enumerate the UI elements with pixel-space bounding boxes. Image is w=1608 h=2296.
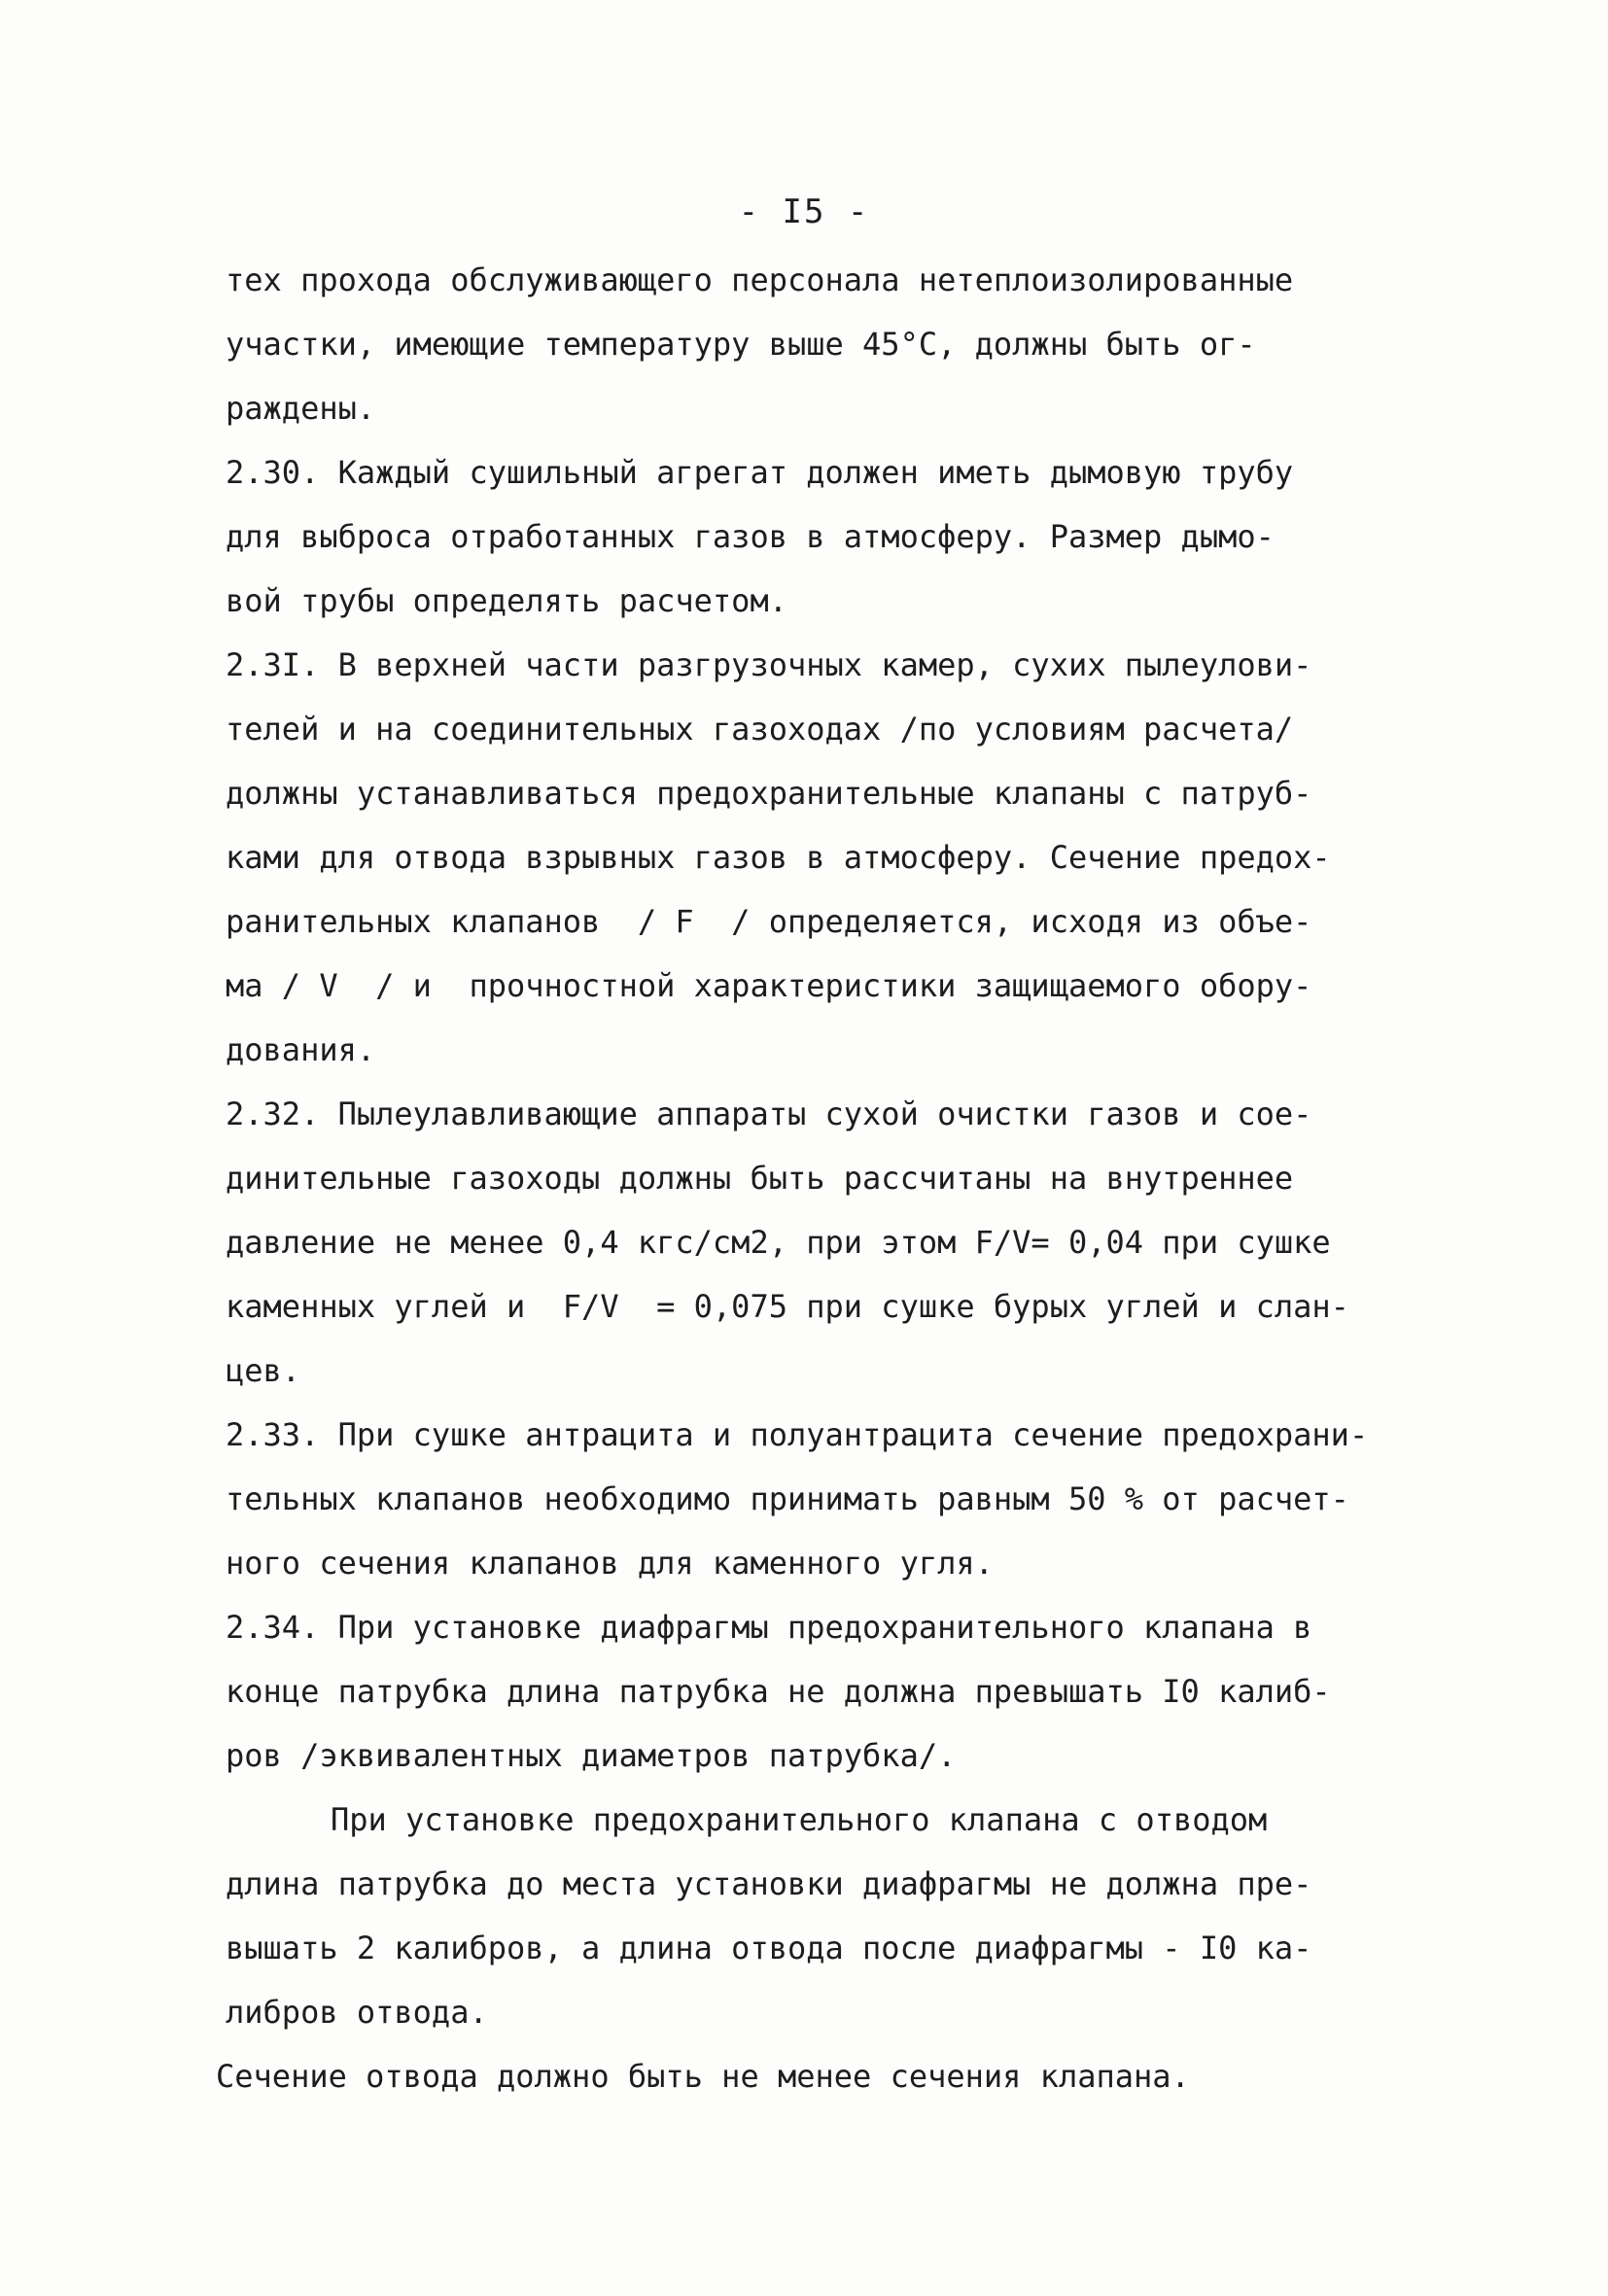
- text-line: 2.34. При установке диафрагмы предохранительного клапана в: [226, 1609, 1312, 1646]
- text-line: динительные газоходы должны быть рассчитаны на внутреннее: [226, 1160, 1294, 1197]
- text-line: цев.: [226, 1352, 301, 1389]
- text-line: вышать 2 калибров, а длина отвода после диафрагмы - I0 ка-: [226, 1930, 1312, 1966]
- text-line: ного сечения клапанов для каменного угля.: [226, 1545, 994, 1582]
- text-line: дования.: [226, 1031, 376, 1068]
- text-line: либров отвода.: [226, 1994, 488, 2031]
- text-line: тельных клапанов необходимо принимать равным 50 % от расчет-: [226, 1480, 1349, 1517]
- text-line: ками для отвода взрывных газов в атмосферу. Сечение предох-: [226, 839, 1331, 876]
- text-line: ров /эквивалентных диаметров патрубка/.: [226, 1737, 957, 1774]
- text-line: для выброса отработанных газов в атмосферу. Размер дымо-: [226, 518, 1275, 555]
- page-number: - I5 -: [738, 192, 870, 231]
- text-line: длина патрубка до места установки диафрагмы не должна пре-: [226, 1865, 1312, 1902]
- text-line: ранительных клапанов / F / определяется, исходя из объе-: [226, 903, 1312, 940]
- text-line: давление не менее 0,4 кгс/см2, при этом F/V= 0,04 при сушке: [226, 1224, 1331, 1261]
- text-line: телей и на соединительных газоходах /по условиям расчета/: [226, 711, 1294, 748]
- text-line: При установке предохранительного клапана с отводом: [331, 1801, 1268, 1838]
- text-line: должны устанавливаться предохранительные клапаны с патруб-: [226, 775, 1312, 812]
- text-line: Сечение отвода должно быть не менее сечения клапана.: [216, 2058, 1190, 2095]
- text-line: раждены.: [226, 390, 376, 427]
- text-line: тех прохода обслуживающего персонала нетеплоизолированные: [226, 261, 1294, 298]
- text-line: каменных углей и F/V = 0,075 при сушке бурых углей и слан-: [226, 1288, 1349, 1325]
- text-line: 2.3I. В верхней части разгрузочных камер, сухих пылеулови-: [226, 646, 1312, 683]
- text-line: 2.33. При сушке антрацита и полуантрацита сечение предохрани-: [226, 1416, 1369, 1453]
- text-line: 2.30. Каждый сушильный агрегат должен иметь дымовую трубу: [226, 454, 1294, 491]
- text-line: 2.32. Пылеулавливающие аппараты сухой очистки газов и сое-: [226, 1096, 1312, 1132]
- text-line: конце патрубка длина патрубка не должна превышать I0 калиб-: [226, 1673, 1331, 1710]
- text-line: вой трубы определять расчетом.: [226, 582, 787, 619]
- text-line: участки, имеющие температуру выше 45°С, должны быть ог-: [226, 326, 1256, 363]
- text-line: ма / V / и прочностной характеристики защищаемого обору-: [226, 967, 1312, 1004]
